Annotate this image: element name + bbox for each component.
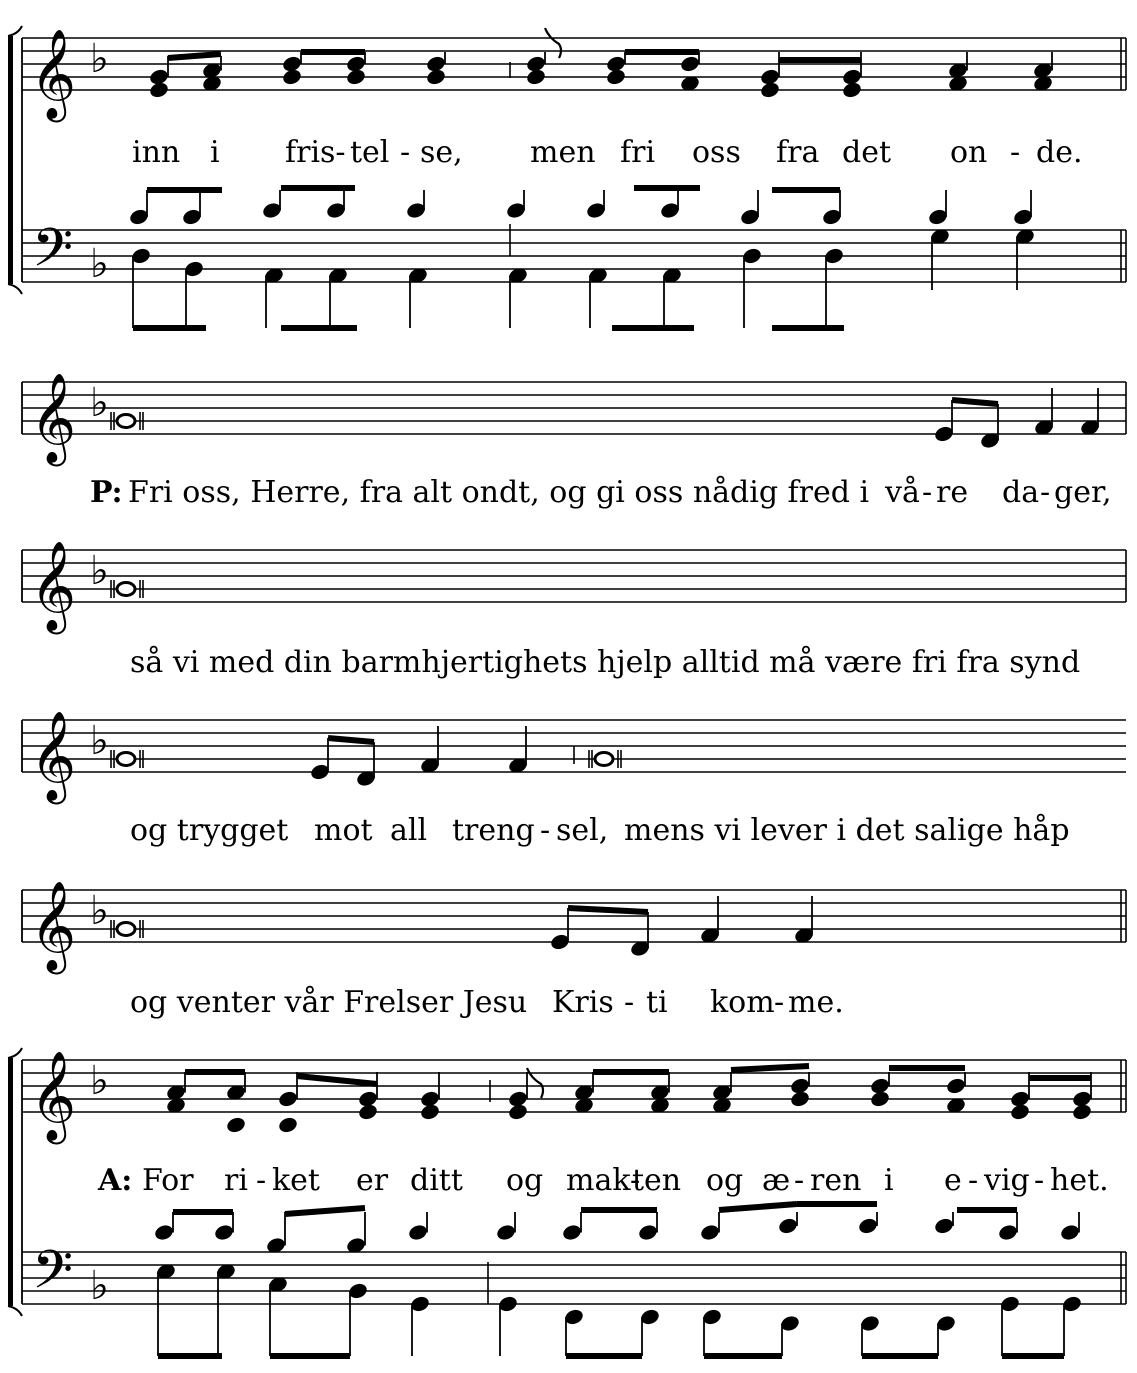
recitation-note: [117, 415, 135, 428]
note-head: [858, 1217, 878, 1235]
lyric: og: [706, 1163, 744, 1198]
note-head: [638, 1224, 658, 1242]
lyric: de.: [1036, 135, 1083, 170]
flat-sign: ♭: [90, 1058, 109, 1104]
beam: [168, 54, 221, 58]
lyric: ger,: [1054, 475, 1112, 510]
lyric: vig: [984, 1163, 1030, 1198]
lyric: og venter vår Frelser Jesu: [130, 985, 528, 1020]
lyric: ri: [224, 1163, 248, 1198]
lyric: sel,: [556, 813, 609, 848]
note-head: [508, 1103, 528, 1121]
lyric: -: [922, 475, 933, 510]
lyric: vå: [885, 475, 920, 510]
note-head: [408, 1224, 428, 1242]
flat-sign: ♭: [90, 241, 109, 287]
lyric: treng: [452, 813, 535, 848]
recitation-note: [595, 753, 613, 766]
note-head: [154, 1224, 174, 1242]
note-head: [606, 68, 626, 86]
note-head: [562, 1224, 582, 1242]
lyric: oss: [692, 135, 741, 170]
lyric: så vi med din barmhjertighets hjelp alltid må være fri fra synd: [130, 645, 1081, 680]
lyric: og: [506, 1163, 544, 1198]
lyric: men: [530, 135, 596, 170]
note-head: [842, 81, 862, 99]
speaker-label: A:: [98, 1163, 133, 1198]
note-head: [760, 81, 780, 99]
lyrics-system-1: [132, 135, 1083, 170]
beam: [952, 400, 998, 404]
beam: [285, 1208, 365, 1214]
note-head: [998, 1224, 1018, 1242]
lyric: -: [400, 135, 411, 170]
note-head: [1010, 1103, 1030, 1121]
lyric: -: [1040, 475, 1051, 510]
lyric: Kris: [552, 985, 614, 1020]
lyric: all: [390, 813, 428, 848]
note-head: [496, 1224, 516, 1242]
lyric: da: [1002, 475, 1040, 510]
lyrics-system-2: [90, 475, 1112, 510]
treble-clef: 𝄞: [30, 711, 77, 801]
lyric: fris-: [285, 135, 346, 170]
note-head: [149, 81, 169, 99]
note-head: [790, 1090, 810, 1108]
beam: [328, 738, 374, 742]
lyric: tel: [350, 135, 390, 170]
lyric: re: [936, 475, 969, 510]
lyric: -: [1034, 1163, 1045, 1198]
lyric: Fri oss, Herre, fra alt ondt, og gi oss nådig fred i: [128, 475, 870, 510]
lyric: ket: [272, 1163, 320, 1198]
lyric: -: [794, 1163, 805, 1198]
lyric: i: [210, 135, 220, 170]
speaker-label: P:: [90, 475, 123, 510]
lyrics-system-5: [130, 985, 844, 1020]
treble-clef: 𝄞: [30, 881, 77, 971]
lyric: i: [884, 1163, 894, 1198]
lyrics-system-3: [130, 645, 1080, 680]
lyric: det: [842, 135, 892, 170]
flat-sign: ♭: [90, 888, 109, 934]
flat-sign: ♭: [90, 718, 109, 764]
flat-sign: ♭: [90, 36, 109, 82]
beam: [297, 1076, 377, 1084]
lyric: ti: [646, 985, 668, 1020]
bracket-hook: [8, 26, 22, 36]
bass-clef: 𝄢: [32, 1240, 74, 1314]
lyrics-system-4: [130, 813, 1070, 848]
bracket-hook: [8, 284, 22, 294]
note-head: [1072, 1103, 1092, 1121]
note-head: [934, 1217, 954, 1235]
lyric: -: [256, 1163, 267, 1198]
lyric: e: [944, 1163, 962, 1198]
lyric: se,: [420, 135, 463, 170]
system-bracket: [8, 36, 13, 284]
lyric: ren: [810, 1163, 862, 1198]
flat-sign: ♭: [90, 1263, 109, 1309]
lyric: er: [356, 1163, 389, 1198]
treble-clef: 𝄞: [30, 1051, 77, 1141]
bracket-hook: [8, 1306, 22, 1316]
recitation-note: [117, 583, 135, 596]
note-head: [214, 1224, 234, 1242]
bracket-hook: [8, 1048, 22, 1058]
note-head: [278, 1116, 298, 1134]
lyric: kom: [710, 985, 775, 1020]
lyric: het.: [1050, 1163, 1109, 1198]
note-head: [680, 55, 700, 73]
lyric: -: [624, 985, 635, 1020]
lyric: mot: [314, 813, 373, 848]
recitation-note: [117, 753, 135, 766]
lyric: fra: [776, 135, 820, 170]
lyric: me.: [788, 985, 844, 1020]
lyric: ten: [632, 1163, 682, 1198]
lyric: ditt: [410, 1163, 463, 1198]
beam: [719, 1204, 797, 1210]
lyric: inn: [132, 135, 181, 170]
lyric: -: [968, 1163, 979, 1198]
note-head: [1060, 1224, 1080, 1242]
note-head: [946, 1077, 966, 1095]
note-head: [526, 68, 546, 86]
flat-sign: ♭: [90, 380, 109, 426]
bass-clef: 𝄢: [32, 218, 74, 292]
note-head: [870, 1090, 890, 1108]
note-head: [282, 68, 302, 86]
note-head: [778, 1217, 798, 1235]
note-head: [278, 1090, 298, 1108]
treble-clef: 𝄞: [30, 29, 77, 119]
lyric: on: [950, 135, 988, 170]
lyric: æ: [762, 1163, 791, 1198]
lyric: mens vi lever i det salige håp: [624, 813, 1070, 848]
note-head: [226, 1116, 246, 1134]
beam: [568, 908, 648, 912]
note-head: [346, 68, 366, 86]
recitation-note: [117, 923, 135, 936]
note-head: [420, 1103, 440, 1121]
lyric: og trygget: [130, 813, 289, 848]
lyric: -: [774, 985, 785, 1020]
lyric: -: [1010, 135, 1021, 170]
lyric: mak-: [566, 1163, 641, 1198]
lyric: fri: [620, 135, 656, 170]
note-flag: [545, 28, 561, 58]
system-bracket: [8, 1058, 13, 1306]
lyric: -: [540, 813, 551, 848]
treble-clef: 𝄞: [30, 373, 77, 463]
lyrics-system-6: [97, 1163, 1109, 1198]
beam: [731, 1066, 809, 1070]
notes-layer: [117, 28, 1100, 1356]
note-head: [700, 1224, 720, 1242]
flat-sign: ♭: [90, 548, 109, 594]
treble-clef: 𝄞: [30, 541, 77, 631]
note-head: [426, 68, 446, 86]
note-head: [358, 1103, 378, 1121]
lyric: For: [142, 1163, 194, 1198]
